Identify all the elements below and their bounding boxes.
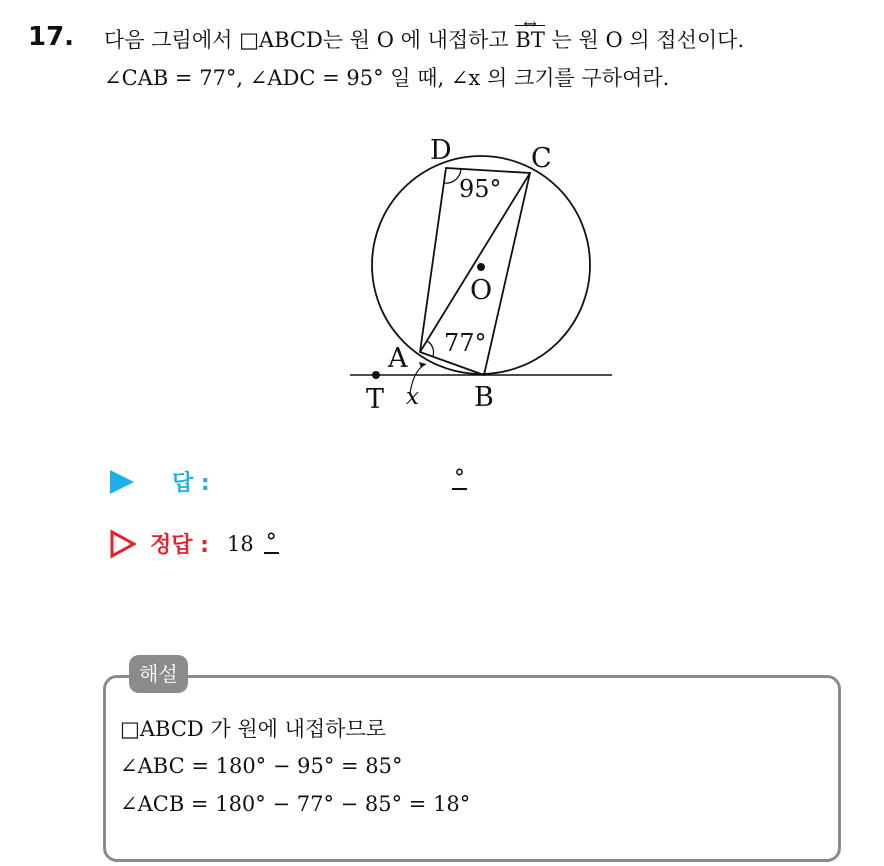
label-o: O bbox=[470, 275, 493, 306]
correct-answer-value: 18 bbox=[226, 531, 254, 556]
angle-arc-a bbox=[427, 341, 434, 356]
correct-answer-unit: ° bbox=[265, 529, 277, 555]
correct-answer-label: 정답 : bbox=[150, 533, 209, 558]
outline-triangle-icon bbox=[110, 530, 136, 558]
question-number: 17. bbox=[28, 22, 75, 52]
tangent-line-name: BT ↔ bbox=[515, 28, 544, 52]
angle-label-a: 77° bbox=[444, 329, 487, 357]
geometry-figure bbox=[340, 125, 620, 425]
label-d: D bbox=[430, 135, 452, 166]
label-x: x bbox=[406, 384, 419, 410]
correct-answer-row bbox=[110, 528, 279, 559]
answer-unit: ° bbox=[454, 466, 465, 491]
answer-blank[interactable] bbox=[452, 466, 467, 491]
point-o bbox=[477, 263, 485, 271]
label-c: C bbox=[531, 143, 552, 174]
label-b: B bbox=[474, 382, 494, 413]
solution-line-3: ∠ACB = 180° − 77° − 85° = 18° bbox=[120, 792, 471, 816]
answer-row bbox=[110, 466, 210, 497]
solution-line-1: □ABCD 가 원에 내접하므로 bbox=[120, 717, 387, 741]
angle-label-d: 95° bbox=[459, 175, 502, 203]
answer-label: 답 : bbox=[172, 471, 210, 496]
label-a: A bbox=[388, 343, 408, 374]
solution-line-2: ∠ABC = 180° − 95° = 85° bbox=[120, 754, 403, 778]
question-text-prefix: 다음 그림에서 □ABCD는 원 O 에 내접하고 bbox=[104, 28, 516, 52]
play-triangle-icon bbox=[110, 470, 134, 494]
question-text-suffix: 는 원 O 의 접선이다. bbox=[544, 28, 745, 52]
solution-tab: 해설 bbox=[129, 655, 188, 693]
question-line-2: ∠CAB = 77°, ∠ADC = 95° 일 때, ∠x 의 크기를 구하여라. bbox=[104, 66, 670, 90]
label-t: T bbox=[366, 384, 385, 415]
point-t bbox=[372, 371, 380, 379]
question-line-1 bbox=[104, 24, 744, 54]
